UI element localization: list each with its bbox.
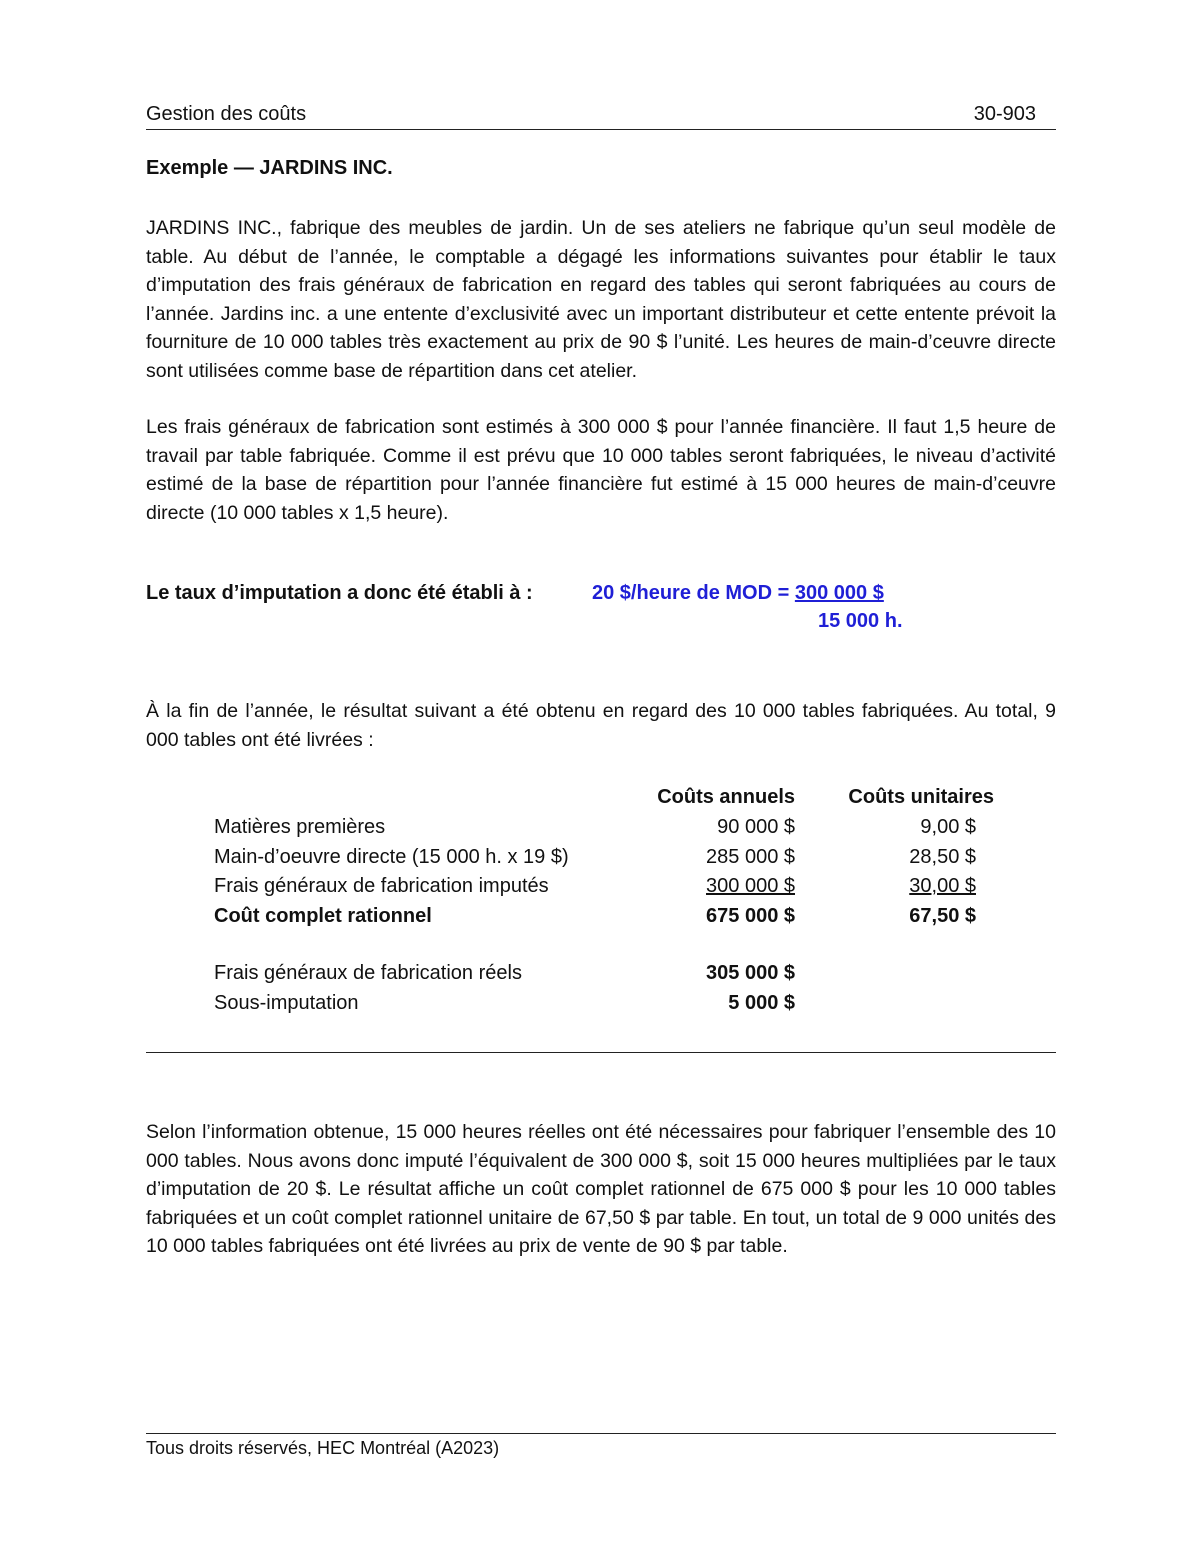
row-label: Sous-imputation [214,991,359,1014]
row-unit-cost: 9,00 $ [920,816,976,838]
row-annual-cost: 300 000 $ [706,875,795,897]
section-divider [146,1052,1056,1053]
rate-numerator: 300 000 $ [794,582,884,604]
row-annual-cost: 675 000 $ [706,904,795,927]
row-annual-cost: 305 000 $ [706,962,795,984]
conclusion-paragraph: Selon l’information obtenue, 15 000 heures réelles ont été nécessaires pour fabriquer l’ensemble des 10 000 tables. Nous avons donc imputé l’équivalent de 300 000 $, soit 15 000 heures multipliées par le taux d’imputation de 20 $. Le résultat affiche un coût complet rationnel de 675 000 $ pour les 10 000 tables fabriquées et un coût complet rationnel unitaire de 67,50 $ par table. En tout, un total de 9 000 unités des 10 000 tables fabriquées ont été livrées au prix de vente de 90 $ par table. [146,1121,1056,1258]
table-row [214,875,994,905]
table-total-row [214,905,994,935]
row-unit-cost: 28,50 $ [909,845,976,868]
row-unit-cost: 67,50 $ [909,904,976,927]
row-label: Coût complet rationnel [214,904,432,927]
rate-prefix: 20 $/heure de MOD = [592,582,795,604]
row-label: Matières premières [214,816,386,838]
overhead-paragraph: Les frais généraux de fabrication sont estimés à 300 000 $ pour l’année financière. Il faut 1,5 heure de travail par table fabriquée. Comme il est prévu que 10 000 tables seront fabriquées, le niveau d’activité estimé de la base de répartition pour l’année financière fut estimé à 15 000 heures de main-d’ceuvre directe (10 000 tables x 1,5 heure). [146,416,1056,524]
table-header-row [214,786,994,816]
example-title: Exemple — JARDINS INC. [146,157,393,179]
row-annual-cost: 285 000 $ [706,845,795,868]
row-annual-cost: 5 000 $ [728,991,795,1014]
table-row [214,816,994,846]
intro-paragraph: JARDINS INC., fabrique des meubles de jardin. Un de ses ateliers ne fabrique qu’un seul modèle de table. Au début de l’année, le comptable a dégagé les informations suivantes pour établir le taux d’imputation des frais généraux de fabrication en regard des tables qui seront fabriquées au cours de l’année. Jardins inc. a une entente d’exclusivité avec un important distributeur et cette entente prévoit la fourniture de 10 000 tables très exactement au prix de 90 $ l’unité. Les heures de main-d’ceuvre directe sont utilisées comme base de répartition dans cet atelier. [146,217,1056,382]
row-unit-cost: 30,00 $ [909,875,976,897]
row-label: Main-d’oeuvre directe (15 000 h. x 19 $) [214,845,569,868]
document-page [146,0,1056,1553]
rate-denominator: 15 000 h. [818,610,903,632]
rate-label: Le taux d’imputation a donc été établi à : [146,582,533,604]
header-course-title: Gestion des coûts [146,103,307,125]
table-row [214,846,994,876]
column-header-annual: Coûts annuels [657,786,795,808]
row-annual-cost: 90 000 $ [717,816,795,838]
footer-divider [146,1433,1056,1434]
table-row [214,992,994,1022]
row-label: Frais généraux de fabrication réels [214,962,522,984]
results-intro-paragraph: À la fin de l’année, le résultat suivant a été obtenu en regard des 10 000 tables fabriquées. Au total, 9 000 tables ont été livrées : [146,700,1056,751]
rate-formula [592,582,903,632]
table-row [214,962,994,992]
cost-table [214,786,994,1021]
header-course-code: 30-903 [973,103,1036,125]
row-label: Frais généraux de fabrication imputés [214,875,549,897]
page-footer: Tous droits réservés, HEC Montréal (A2023) [146,1438,500,1458]
column-header-unit: Coûts unitaires [848,786,994,808]
page-header [146,101,1056,130]
